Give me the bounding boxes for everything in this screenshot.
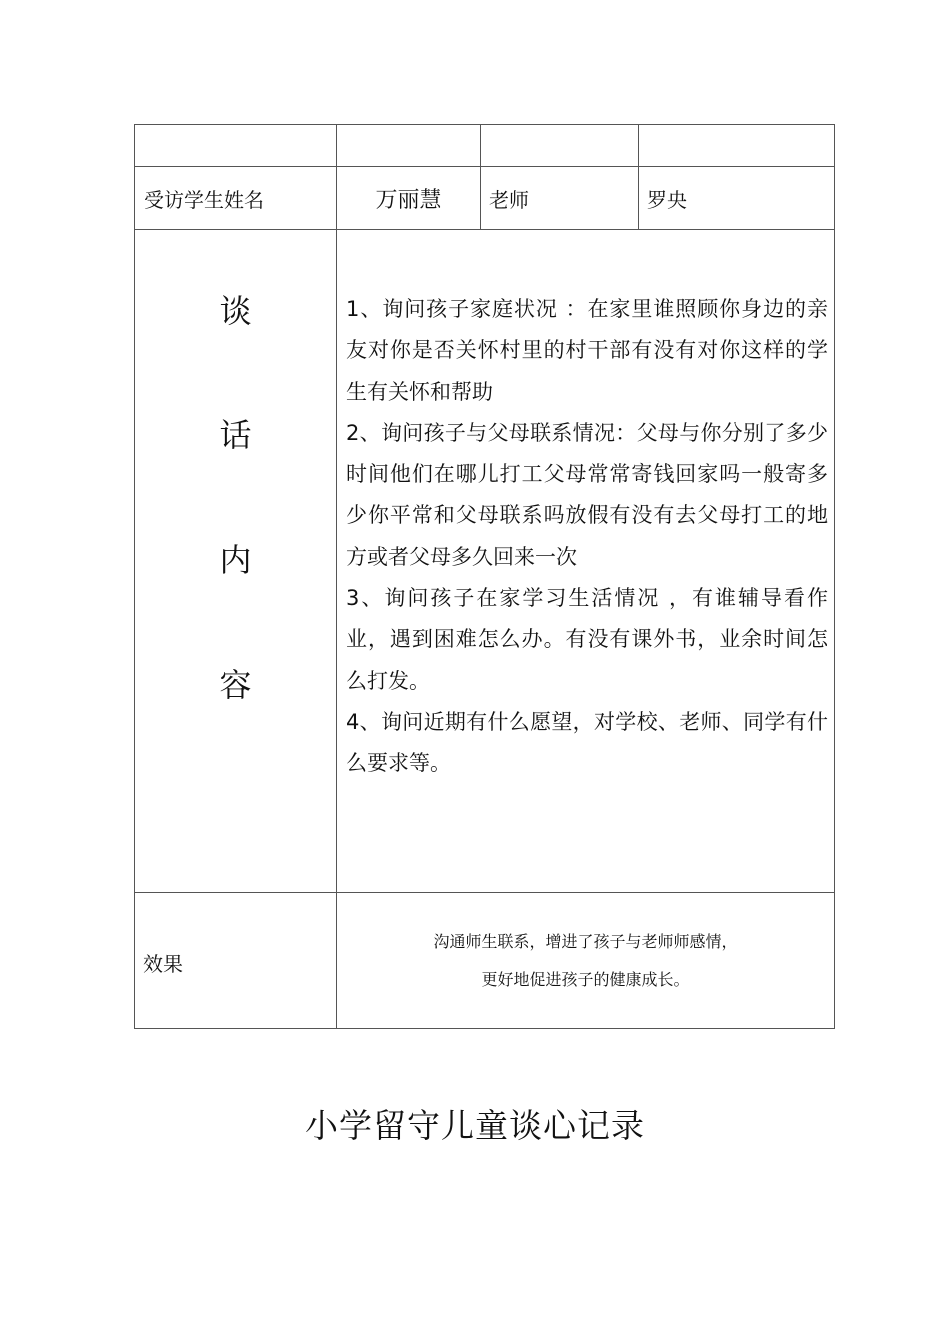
content-label-char: 内 — [219, 541, 252, 579]
content-item: 3、询问孩子在家学习生活情况 ，有谁辅导看作业，遇到困难怎么办。有没有课外书，业余时间怎么打发。 — [346, 586, 828, 693]
content-label-char: 谈 — [219, 292, 252, 330]
effect-label: 效果 — [135, 893, 337, 1029]
empty-header-row — [135, 125, 835, 167]
student-label: 受访学生姓名 — [135, 167, 337, 230]
content-item: 2、询问孩子与父母联系情况：父母与你分别了多少时间他们在哪儿打工父母常常寄钱回家吗一般寄多少你平常和父母联系吗放假有没有去父母打工的地方或者父母多久回来一次 — [346, 420, 828, 569]
document-title: 小学留守儿童谈心记录 — [305, 1106, 645, 1145]
effect-line: 沟通师生联系，增进了孩子与老师师感情， — [433, 931, 738, 951]
content-label-char: 容 — [219, 666, 252, 704]
content-label-char: 话 — [219, 416, 252, 454]
teacher-name: 罗央 — [639, 167, 835, 230]
effect-row — [135, 893, 835, 1029]
content-text — [337, 289, 834, 785]
effect-line: 更好地促进孩子的健康成长。 — [481, 969, 690, 989]
content-text-cell — [337, 230, 835, 893]
interview-record-table — [134, 124, 835, 1029]
empty-cell — [337, 125, 481, 167]
content-label-cell — [135, 230, 337, 893]
empty-cell — [639, 125, 835, 167]
empty-cell — [135, 125, 337, 167]
content-row — [135, 230, 835, 893]
teacher-label: 老师 — [481, 167, 639, 230]
info-row — [135, 167, 835, 230]
content-item: 1、询问孩子家庭状况 ：在家里谁照顾你身边的亲友对你是否关怀村里的村干部有没有对你这样的学生有关怀和帮助 — [346, 297, 828, 404]
student-name: 万丽慧 — [337, 167, 481, 230]
content-item: 4、询问近期有什么愿望，对学校、老师、同学有什么要求等。 — [346, 709, 828, 776]
empty-cell — [481, 125, 639, 167]
effect-text-cell — [337, 893, 835, 1029]
content-vertical-label — [135, 230, 336, 892]
